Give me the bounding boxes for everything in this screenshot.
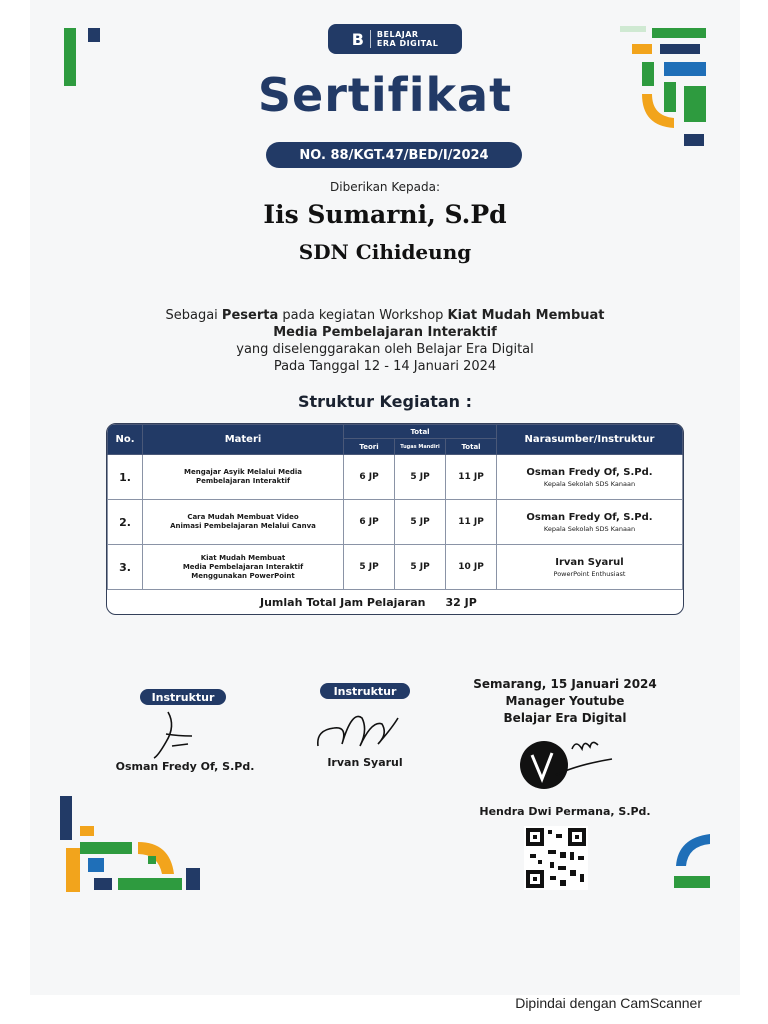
certificate-number: NO. 88/KGT.47/BED/I/2024	[266, 142, 522, 168]
row-no: 2.	[108, 500, 143, 545]
col-header-materi: Materi	[143, 425, 344, 455]
desc-workshop-title-2: Media Pembelajaran Interaktif	[273, 325, 497, 340]
certificate-sheet	[30, 0, 740, 995]
col-header-total-group: Total	[344, 425, 497, 439]
manager-block	[460, 676, 670, 727]
corner-ornament-bottom-left	[58, 794, 206, 894]
brand-logo	[328, 24, 462, 54]
row-total: 10 JP	[446, 545, 497, 590]
table-total-row	[108, 590, 683, 615]
instructor-2-signature	[312, 700, 408, 756]
desc-workshop-title-1: Kiat Mudah Membuat	[447, 308, 605, 323]
row-total: 11 JP	[446, 500, 497, 545]
row-tugas: 5 JP	[395, 545, 446, 590]
row-narasumber: Irvan Syarul PowerPoint Enthusiast	[497, 545, 683, 590]
row-total: 11 JP	[446, 455, 497, 500]
instructor-1-signature	[148, 706, 218, 760]
row-narasumber: Osman Fredy Of, S.Pd. Kepala Sekolah SDS Kanaan	[497, 500, 683, 545]
row-teori: 6 JP	[344, 455, 395, 500]
brand-logo-mark: B	[351, 29, 364, 49]
manager-stamp-signature	[516, 735, 616, 795]
activity-table	[106, 423, 684, 615]
row-materi: Mengajar Asyik Melalui Media Pembelajaran Interaktif	[143, 455, 344, 500]
instructor-1-label: Instruktur	[140, 689, 226, 705]
qr-code	[524, 826, 588, 890]
desc-organizer: yang diselenggarakan oleh Belajar Era Digital	[236, 342, 534, 357]
row-no: 3.	[108, 545, 143, 590]
manager-name: Hendra Dwi Permana, S.Pd.	[479, 805, 651, 818]
total-value: 32 JP	[445, 595, 477, 609]
col-header-no: No.	[108, 425, 143, 455]
corner-ornament-bottom-right	[670, 832, 714, 890]
row-teori: 5 JP	[344, 545, 395, 590]
col-header-teori: Teori	[344, 439, 395, 455]
col-header-tugas: Tugas Mandiri	[395, 439, 446, 455]
col-header-narasumber: Narasumber/Instruktur	[497, 425, 683, 455]
recipient-school: SDN Cihideung	[298, 240, 472, 264]
desc-part-c: pada kegiatan Workshop	[278, 308, 448, 323]
table-row	[108, 545, 683, 590]
brand-logo-line2: ERA DIGITAL	[376, 39, 439, 48]
desc-date: Pada Tanggal 12 - 14 Januari 2024	[273, 359, 497, 374]
instructor-2-label: Instruktur	[320, 683, 410, 699]
certificate-title: Sertifikat	[257, 68, 513, 122]
total-label: Jumlah Total Jam Pelajaran	[259, 595, 426, 609]
manager-position-1: Manager Youtube	[505, 694, 625, 708]
table-row	[108, 455, 683, 500]
scanner-watermark: Dipindai dengan CamScanner	[515, 995, 702, 1011]
table-row	[108, 500, 683, 545]
place-date: Semarang, 15 Januari 2024	[473, 677, 657, 691]
col-header-total: Total	[446, 439, 497, 455]
event-description	[30, 307, 740, 375]
row-tugas: 5 JP	[395, 455, 446, 500]
manager-position-2: Belajar Era Digital	[503, 711, 627, 725]
brand-logo-line1: BELAJAR	[376, 30, 419, 39]
instructor-1-name: Osman Fredy Of, S.Pd.	[115, 760, 255, 773]
row-materi: Cara Mudah Membuat Video Animasi Pembelajaran Melalui Canva	[143, 500, 344, 545]
desc-part-a: Sebagai	[165, 308, 222, 323]
row-no: 1.	[108, 455, 143, 500]
desc-role: Peserta	[221, 308, 279, 323]
row-materi: Kiat Mudah Membuat Media Pembelajaran Interaktif Menggunakan PowerPoint	[143, 545, 344, 590]
recipient-name: Iis Sumarni, S.Pd	[263, 200, 507, 229]
row-narasumber: Osman Fredy Of, S.Pd. Kepala Sekolah SDS Kanaan	[497, 455, 683, 500]
row-teori: 6 JP	[344, 500, 395, 545]
row-tugas: 5 JP	[395, 500, 446, 545]
instructor-2-name: Irvan Syarul	[327, 756, 403, 769]
given-to-label: Diberikan Kepada:	[330, 180, 440, 194]
structure-heading: Struktur Kegiatan :	[297, 392, 473, 411]
